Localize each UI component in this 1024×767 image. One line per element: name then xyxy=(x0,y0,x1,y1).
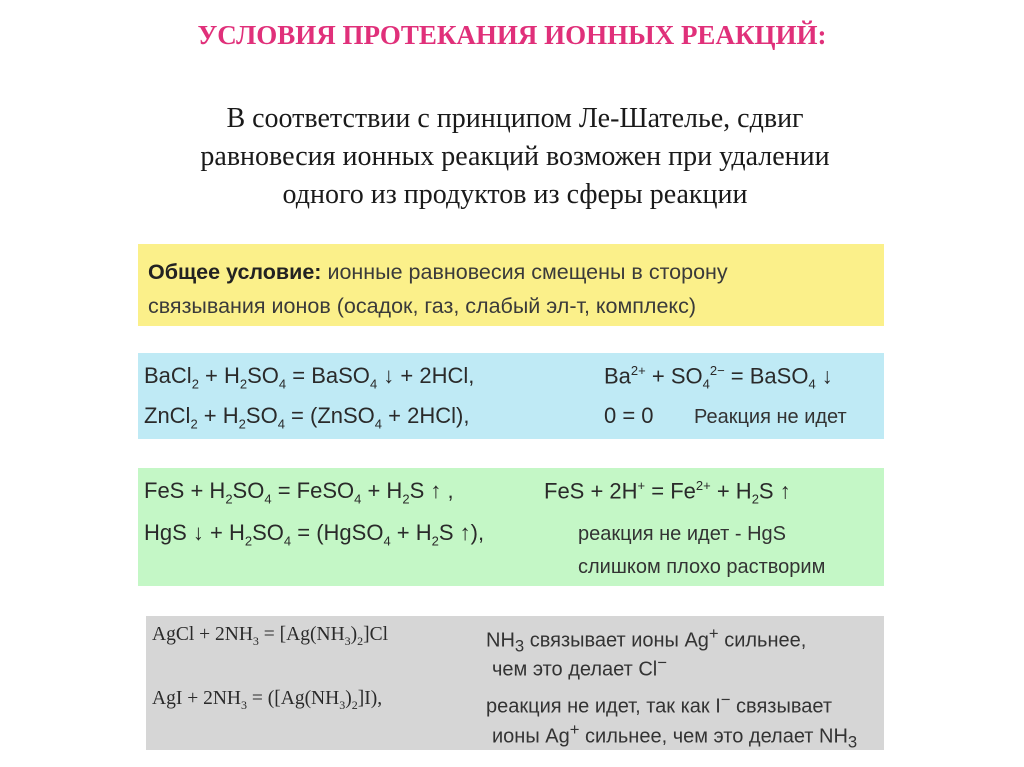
general-condition-line-2: связывания ионов (осадок, газ, слабый эл-т, комплекс) xyxy=(148,294,696,318)
gray-note-1-mid: связывает ионы Ag xyxy=(524,629,709,652)
equation-fes-molecular: FeS + $H_2SO_4$ = FeSO$_4$ + $H_2S$ ↑ , xyxy=(144,478,454,507)
gray-note-3-start: реакция не идет, так как I xyxy=(486,695,721,718)
intro-line-1: В соответствии с принципом Ле-Шателье, сдвиг xyxy=(226,103,804,134)
equation-zero: 0 = 0 xyxy=(604,403,654,428)
gray-box-note-3: реакция не идет, так как I− связывает xyxy=(486,690,832,718)
equation-bacl2-molecular: BaCl$_2$ + $H_2SO_4$ = BaSO$_4$ ↓ + 2HCl, xyxy=(144,363,475,392)
general-condition-box xyxy=(138,244,884,326)
general-condition-label: Общее условие: xyxy=(148,260,322,284)
general-condition-line-1 xyxy=(148,255,876,289)
gray-note-1-end: сильнее, xyxy=(718,629,807,652)
equation-hgs: HgS ↓ + $H_2SO_4$ = (HgSO$_4$ + $H_2S$ ↑), xyxy=(144,520,485,549)
green-box-note-2: слишком плохо растворим xyxy=(578,556,826,578)
gray-box-note-1: $NH_3$ связывает ионы Ag+ сильнее, xyxy=(486,624,807,656)
gray-note-4-end: сильнее, чем это делает NH xyxy=(579,725,848,748)
gray-note-3-end: связывает xyxy=(730,695,832,718)
gray-box-note-4: ионы Ag+ сильнее, чем это делает $NH_3$ xyxy=(492,720,858,752)
equation-bacl2-ionic: $Ba^{2+} + SO_4^{2-}$ = BaSO$_4$ ↓ xyxy=(604,363,833,392)
general-condition-text: ионные равновесия смещены в сторону xyxy=(321,260,728,284)
intro-line-3: одного из продуктов из сферы реакции xyxy=(282,179,748,210)
equation-zncl2: ZnCl$_2$ + $H_2SO_4$ = (ZnSO$_4$ + 2HCl), xyxy=(144,403,470,432)
equation-fes-ionic: FeS + $2H^+ = Fe^{2+} + H_2S$ ↑ xyxy=(544,478,791,507)
slide-title: УСЛОВИЯ ПРОТЕКАНИЯ ИОННЫХ РЕАКЦИЙ: xyxy=(197,20,827,50)
equation-agi: AgI + $2NH_3 = ([Ag(NH_3)_2]I)$, xyxy=(152,688,383,712)
barium-zinc-box xyxy=(138,353,884,439)
gray-box-note-2: чем это делает Cl− xyxy=(492,653,667,681)
intro-paragraph xyxy=(100,100,930,214)
gray-note-2-text: чем это делает Cl xyxy=(492,658,658,681)
complex-box xyxy=(146,616,884,750)
intro-line-2: равновесия ионных реакций возможен при удалении xyxy=(200,141,830,172)
green-box-note-1: реакция не идет - HgS xyxy=(578,523,786,545)
sulfide-box xyxy=(138,468,884,586)
equation-agcl: AgCl + $2NH_3 = [Ag(NH_3)_2]Cl$ xyxy=(152,624,389,648)
gray-note-4-start: ионы Ag xyxy=(492,725,570,748)
blue-box-note: Реакция не идет xyxy=(694,406,847,428)
